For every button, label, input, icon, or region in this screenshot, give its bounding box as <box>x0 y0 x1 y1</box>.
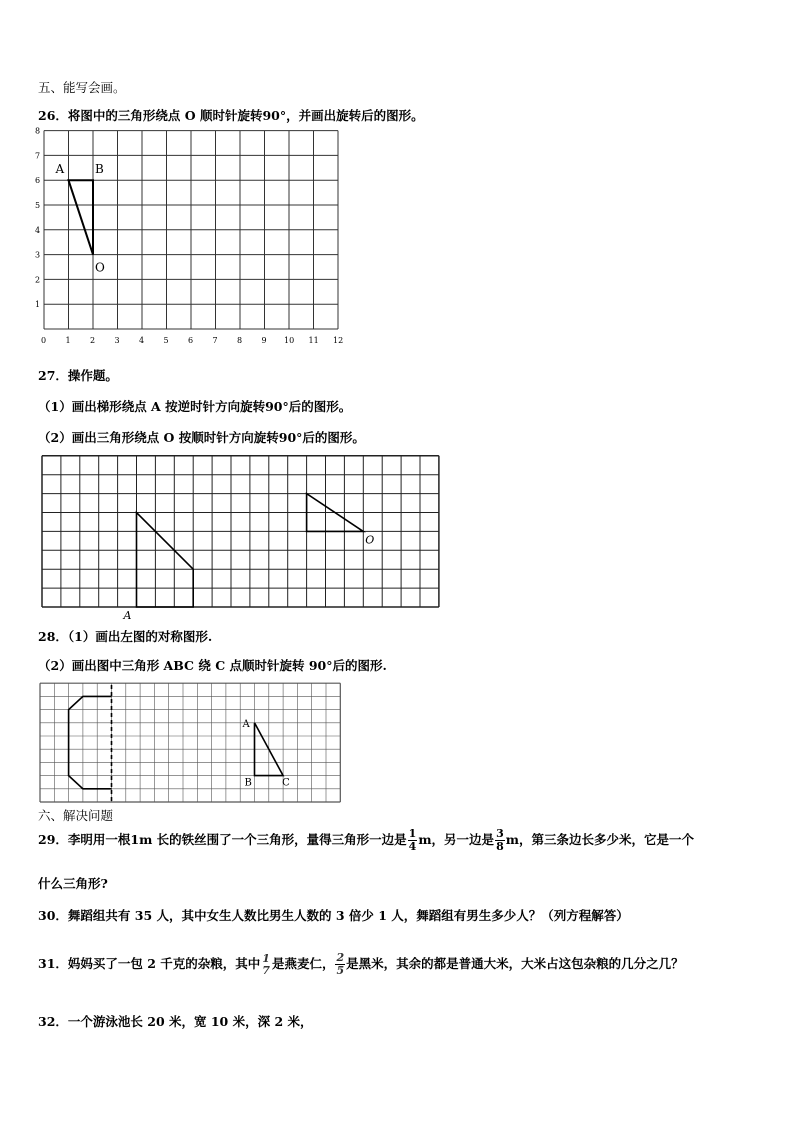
q29-text-3: m，第三条边长多少米，它是一个 <box>505 832 694 847</box>
q29-text-1: 29．李明用一根1m 长的铁丝围了一个三角形，量得三角形一边是 <box>38 832 407 847</box>
x-tick-label: 7 <box>212 336 218 345</box>
trapezoid-shape <box>137 513 194 608</box>
x-tick-label: 12 <box>333 336 344 345</box>
question-29-text <box>38 828 694 853</box>
fraction-denominator: 7 <box>262 963 270 977</box>
question-27-grid <box>41 456 441 622</box>
q31-text-3: 是黑米，其余的都是普通大米，大米占这包杂粮的几分之几？ <box>346 956 684 971</box>
q29-text-2: m，另一边是 <box>418 832 495 847</box>
y-tick-label: 1 <box>35 300 41 310</box>
fraction <box>408 828 418 853</box>
x-tick-label: 6 <box>188 336 194 345</box>
y-tick-label: 5 <box>35 201 41 210</box>
fraction-numerator: 3 <box>496 827 504 840</box>
point-label-b: B <box>95 162 104 177</box>
y-tick-label: 8 <box>35 126 41 136</box>
q31-text-1: 31．妈妈买了一包 2 千克的杂粮，其中 <box>38 956 261 971</box>
question-31-text <box>38 952 684 977</box>
fraction-denominator: 5 <box>336 964 345 977</box>
x-tick-label: 11 <box>308 336 319 345</box>
y-tick-label: 6 <box>35 176 41 186</box>
x-tick-label: 5 <box>163 336 169 345</box>
question-26-text: 26．将图中的三角形绕点 O 顺时针旋转90°，并画出旋转后的图形。 <box>38 108 424 123</box>
y-tick-label: 2 <box>35 275 41 285</box>
question-27-part1: （1）画出梯形绕点 A 按逆时针方向旋转90°后的图形。 <box>38 399 352 414</box>
fraction <box>495 828 505 853</box>
x-tick-label: 3 <box>114 336 120 345</box>
question-27-part2: （2）画出三角形绕点 O 按顺时针方向旋转90°后的图形。 <box>38 430 365 445</box>
question-28-grid <box>40 681 344 804</box>
y-tick-label: 3 <box>35 250 41 260</box>
question-26-grid <box>30 126 360 350</box>
x-tick-label: 2 <box>90 336 96 345</box>
triangle-shape <box>69 180 94 254</box>
y-tick-label: 7 <box>35 151 41 161</box>
half-shape <box>69 696 112 788</box>
x-tick-label: 1 <box>65 336 71 345</box>
x-tick-label: 8 <box>237 336 243 345</box>
q31-text-2: 是燕麦仁， <box>271 956 335 971</box>
x-tick-label: 0 <box>41 336 47 345</box>
fraction-numerator: 1 <box>408 827 417 840</box>
fraction-numerator: 2 <box>336 951 345 964</box>
section-title: 五、能写会画。 <box>38 80 126 95</box>
point-label-a: A <box>242 718 250 730</box>
question-28-part1: 28．（1）画出左图的对称图形. <box>38 629 213 644</box>
x-tick-label: 4 <box>139 336 145 345</box>
point-label-c: C <box>282 777 290 789</box>
fraction-denominator: 4 <box>408 840 417 853</box>
fraction <box>261 953 271 977</box>
point-label-a: A <box>123 609 132 622</box>
section-title: 六、解决问题 <box>38 808 114 823</box>
point-label-o: O <box>365 533 375 547</box>
question-28-part2: （2）画出图中三角形 ABC 绕 C 点顺时针旋转 90°后的图形. <box>38 658 387 673</box>
question-27-title: 27．操作题。 <box>38 368 118 383</box>
fraction <box>335 952 345 977</box>
fraction-denominator: 8 <box>496 840 504 853</box>
question-30-text: 30．舞蹈组共有 35 人，其中女生人数比男生人数的 3 倍少 1 人，舞蹈组有男生多少人？（列方程解答） <box>38 908 629 923</box>
point-label-o: O <box>95 260 105 275</box>
point-label-a: A <box>55 162 65 177</box>
y-tick-label: 4 <box>35 225 41 235</box>
fraction-numerator: 1 <box>262 951 270 965</box>
question-32-text: 32．一个游泳池长 20 米，宽 10 米，深 2 米， <box>38 1014 313 1029</box>
x-tick-label: 10 <box>284 336 295 345</box>
x-tick-label: 9 <box>261 336 267 345</box>
point-label-b: B <box>244 777 252 789</box>
question-29-text-cont: 什么三角形? <box>38 876 108 891</box>
